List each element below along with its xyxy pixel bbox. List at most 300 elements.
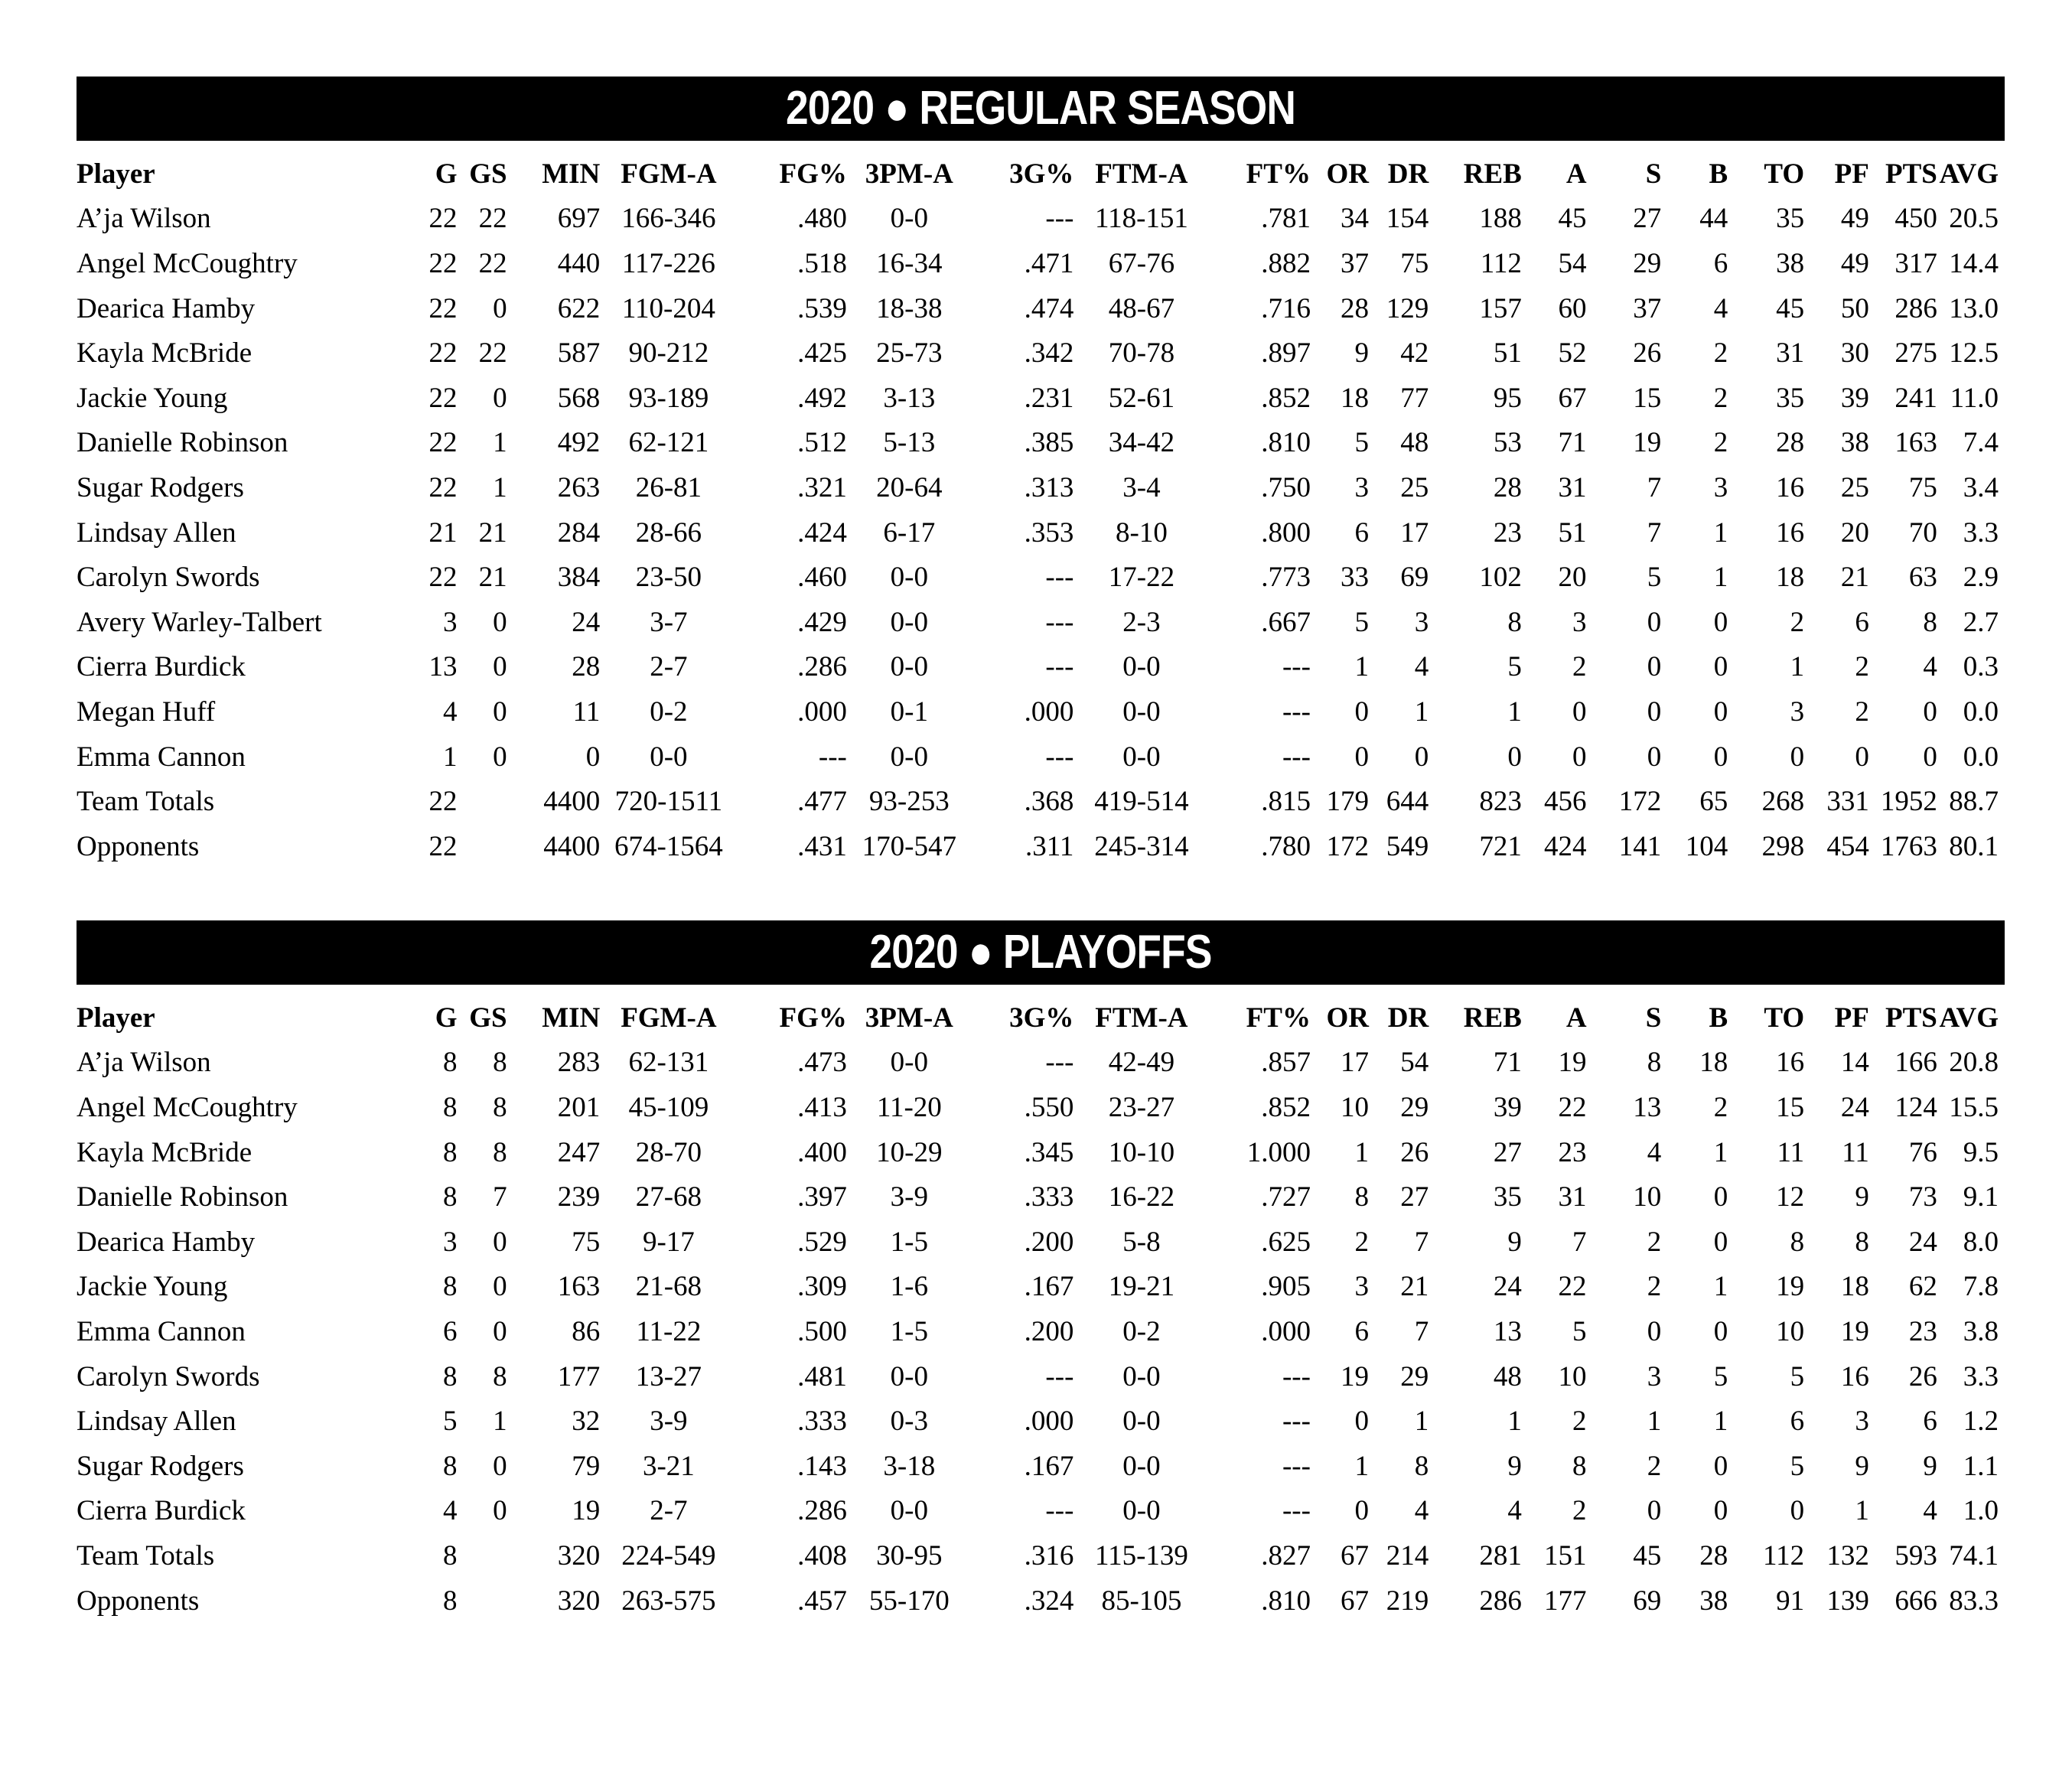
stat-cell: .413 [797,1091,847,1123]
stat-cell: 4 [1923,651,1937,683]
stat-cell: 1 [1790,651,1805,683]
stat-cell: .512 [797,427,847,459]
stat-cell: .625 [1261,1226,1311,1258]
stat-cell: 241 [1894,382,1937,414]
stat-cell: 284 [557,516,601,549]
stat-cell: 139 [1826,1585,1869,1617]
stat-cell: 15 [1633,382,1662,414]
stat-cell: .518 [797,247,847,279]
stat-cell: 11.0 [1950,382,1999,414]
stat-cell: 45 [1558,203,1587,235]
player-name-cell: Opponents [77,830,200,862]
stat-cell: 3 [1855,1406,1869,1438]
stat-cell: .550 [1024,1091,1074,1123]
stat-cell: 177 [1544,1585,1587,1617]
stat-cell: .408 [797,1539,847,1572]
stat-cell: 9 [1507,1450,1522,1482]
stat-cell: 75 [1908,471,1937,503]
column-header: A [1565,1002,1587,1034]
stat-cell: 3.8 [1963,1315,1999,1347]
stat-cell: 75 [572,1226,601,1258]
stat-cell: 23-27 [1108,1091,1175,1123]
column-header: MIN [542,1002,601,1034]
stat-cell: 440 [557,247,601,279]
stat-cell: 77 [1400,382,1429,414]
stat-cell: 2 [1354,1226,1369,1258]
stat-cell: 384 [557,562,601,594]
stat-cell: 54 [1558,247,1587,279]
stat-cell [457,1578,507,1624]
table-row [77,645,2005,690]
column-header: GS [469,1002,507,1034]
stat-cell: 70-78 [1108,337,1175,370]
stat-cell: 3-18 [883,1450,936,1482]
stat-cell: 283 [557,1047,601,1079]
stat-cell: 644 [1386,786,1429,818]
stat-cell: 24 [1908,1226,1937,1258]
stat-cell: 48 [1400,427,1429,459]
stat-cell: 166 [1894,1047,1937,1079]
column-header: 3PM-A [865,158,953,190]
stat-cell: 85-105 [1101,1585,1182,1617]
stat-cell: 8 [493,1091,507,1123]
stat-cell: 124 [1894,1091,1937,1123]
stat-cell: --- [1045,606,1074,638]
stat-cell: 0-0 [890,651,928,683]
stat-cell: 15.5 [1949,1091,1999,1123]
stat-cell: 456 [1544,786,1587,818]
column-header: 3G% [1009,158,1074,190]
stat-cell: 263-575 [621,1585,716,1617]
table-row [77,286,2005,331]
column-header: PTS [1885,158,1937,190]
stat-cell: 7 [1647,471,1662,503]
stat-cell: 118-151 [1094,203,1188,235]
stat-cell: 0 [1713,695,1728,728]
stat-cell: 0 [1647,1315,1662,1347]
stat-cell: 18-38 [876,292,943,324]
stat-cell: 666 [1894,1585,1937,1617]
stat-cell: 1 [442,741,458,773]
stat-cell: 1-6 [890,1271,928,1303]
stat-cell: 8 [1354,1181,1369,1213]
stat-cell: 10 [1633,1181,1662,1213]
column-header: REB [1463,1002,1522,1034]
stat-cell: 331 [1826,786,1869,818]
stat-cell: 1 [1414,1406,1429,1438]
stat-cell: 823 [1479,786,1522,818]
stat-cell: 22 [428,471,458,503]
stat-cell: .474 [1024,292,1074,324]
stat-cell: 23-50 [635,562,702,594]
column-header: OR [1326,1002,1369,1034]
stat-cell: 19 [572,1495,601,1527]
stat-cell: 166-346 [621,203,716,235]
stat-cell: 25 [1840,471,1869,503]
stat-cell: 6 [1855,606,1869,638]
stat-cell: .750 [1261,471,1311,503]
stat-cell: 4 [1507,1495,1522,1527]
stat-cell: 54 [1400,1047,1429,1079]
column-header: 3PM-A [865,1002,953,1034]
stat-cell: 3 [1713,471,1728,503]
stat-cell: .667 [1261,606,1311,638]
stat-cell: 8 [442,1539,458,1572]
stat-cell: .000 [1261,1315,1311,1347]
column-header: S [1645,158,1662,190]
stat-cell: 0 [1790,1495,1805,1527]
stat-cell: .143 [797,1450,847,1482]
stat-cell: 8 [1507,606,1522,638]
stat-cell: 39 [1493,1091,1522,1123]
stat-cell: 8 [442,1091,458,1123]
stat-cell: --- [1045,1360,1074,1392]
stat-cell: 24 [1493,1271,1522,1303]
stat-cell: 1 [1713,1271,1728,1303]
stat-cell: 35 [1493,1181,1522,1213]
stat-cell: 29 [1400,1091,1429,1123]
stat-cell: 0 [493,606,507,638]
stat-cell: .345 [1024,1136,1074,1168]
stat-cell: .471 [1024,247,1074,279]
stat-cell: 1 [493,471,507,503]
stat-cell: 0-0 [1122,1450,1161,1482]
stat-cell: 8 [1414,1450,1429,1482]
stat-cell: 170-547 [862,830,956,862]
stat-cell: 0 [1713,1450,1728,1482]
column-header: Player [77,1002,155,1034]
stat-cell: 0 [493,741,507,773]
stat-cell: 2 [1572,1495,1587,1527]
stat-cell: 22 [1558,1271,1587,1303]
stat-cell: .397 [797,1181,847,1213]
stat-cell: 22 [428,203,458,235]
stat-cell: 4 [1414,1495,1429,1527]
stat-cell: 8 [442,1360,458,1392]
stat-cell: --- [1045,1047,1074,1079]
stat-cell: 10 [1558,1360,1587,1392]
column-header: B [1709,1002,1728,1034]
stat-cell: .368 [1024,786,1074,818]
stat-cell: 5-13 [883,427,936,459]
stat-cell: 298 [1761,830,1805,862]
stat-cell: 38 [1699,1585,1728,1617]
table-row [77,376,2005,421]
stat-cell: 19 [1558,1047,1587,1079]
stat-cell: --- [1282,741,1311,773]
stat-cell: 115-139 [1094,1539,1188,1572]
stat-cell: 34 [1340,203,1369,235]
column-header: FGM-A [621,158,717,190]
stat-cell: 3.3 [1963,1360,1999,1392]
stat-cell: .000 [1024,1406,1074,1438]
stat-cell: 7 [493,1181,507,1213]
stat-cell: 10-10 [1108,1136,1175,1168]
column-header: FT% [1246,1002,1311,1034]
stat-cell: .500 [797,1315,847,1347]
stat-cell: 7 [1414,1315,1429,1347]
stat-cell: 0 [1354,695,1369,728]
stat-cell: 419-514 [1094,786,1189,818]
stat-cell: 0 [1923,741,1937,773]
stat-cell: 1-5 [890,1315,928,1347]
stat-cell: 0-0 [1122,651,1161,683]
stat-cell: 0.3 [1963,651,1999,683]
stat-cell: 69 [1633,1585,1662,1617]
stat-cell: .000 [797,695,847,728]
stat-cell: 7 [1647,516,1662,549]
table-row [77,1265,2005,1310]
table-row [77,421,2005,466]
stat-cell: 4400 [543,786,601,818]
stat-cell: .286 [797,1495,847,1527]
stat-cell: 317 [1894,247,1937,279]
stat-cell: 28-70 [635,1136,702,1168]
stat-cell: 80.1 [1949,830,1999,862]
stat-cell: 8 [493,1136,507,1168]
stat-cell: 3.3 [1963,516,1999,549]
stat-cell: 62-131 [628,1047,709,1079]
stat-cell: .431 [797,830,847,862]
stat-cell: 1 [1414,695,1429,728]
stat-cell: 21-68 [635,1271,702,1303]
stat-cell: .457 [797,1585,847,1617]
stat-cell: .897 [1261,337,1311,370]
stat-cell: 45 [1633,1539,1662,1572]
stat-cell: 0-0 [890,562,928,594]
stat-cell: .773 [1261,562,1311,594]
stat-cell: 22 [428,247,458,279]
stat-cell: 62-121 [628,427,709,459]
stat-cell: 1 [1855,1495,1869,1527]
stat-cell: 14.4 [1949,247,1999,279]
stat-cell: 5 [1572,1315,1587,1347]
stat-cell: 13 [428,651,458,683]
stat-cell: 0 [493,651,507,683]
stat-cell: 16 [1776,1047,1805,1079]
stat-cell: 3-13 [883,382,936,414]
stat-cell: 2 [1855,651,1869,683]
stat-cell: 67-76 [1108,247,1175,279]
stat-cell: 22 [478,337,507,370]
stat-cell: 1952 [1880,786,1937,818]
stat-cell: .781 [1261,203,1311,235]
stat-cell: 1 [1354,651,1369,683]
stat-cell: 6-17 [883,516,936,549]
stat-cell: .342 [1024,337,1074,370]
stat-cell: 14 [1840,1047,1869,1079]
stat-cell: 275 [1894,337,1937,370]
stat-cell: 454 [1826,830,1869,862]
stat-cell: 76 [1908,1136,1937,1168]
stat-cell: 0-1 [890,695,928,728]
column-header: AVG [1939,158,1999,190]
stat-cell: 0-3 [890,1406,928,1438]
stat-cell: 1 [1354,1136,1369,1168]
stat-cell: 19 [1776,1271,1805,1303]
stat-cell: 24 [1840,1091,1869,1123]
header-row [77,151,2005,197]
stat-cell: 42-49 [1108,1047,1175,1079]
table-row [77,1489,2005,1534]
stat-cell: .313 [1024,471,1074,503]
stat-cell: 49 [1840,203,1869,235]
stat-cell: 95 [1493,382,1522,414]
column-header: REB [1463,158,1522,190]
player-name-cell: Avery Warley-Talbert [77,606,322,638]
stat-cell: .852 [1261,1091,1311,1123]
stat-cell: 9 [1855,1450,1869,1482]
table-row [77,1220,2005,1265]
stat-cell: 320 [557,1585,601,1617]
stat-cell: 16 [1776,516,1805,549]
stat-cell: --- [818,741,847,773]
stat-cell: 27 [1400,1181,1429,1213]
stat-cell: 0 [1414,741,1429,773]
stat-cell: 0 [493,1315,507,1347]
stat-cell: 21 [428,516,458,549]
stat-cell: 3-21 [642,1450,695,1482]
stat-cell: 1 [1713,516,1728,549]
player-name-cell: Team Totals [77,1539,215,1572]
stat-cell: 83.3 [1949,1585,1999,1617]
stat-cell: .200 [1024,1315,1074,1347]
stat-cell: 268 [1761,786,1805,818]
stat-cell: 163 [1894,427,1937,459]
stat-cell: .882 [1261,247,1311,279]
stat-cell: 6 [1354,1315,1369,1347]
stat-cell: 0 [1647,1495,1662,1527]
column-header: 3G% [1009,1002,1074,1034]
stat-cell: 2 [1790,606,1805,638]
stat-cell: 22 [428,786,458,818]
stat-cell: 45 [1776,292,1805,324]
stat-cell: 17 [1340,1047,1369,1079]
player-name-cell: Angel McCoughtry [77,1091,298,1123]
stat-cell: 60 [1558,292,1587,324]
stat-cell: .429 [797,606,847,638]
stat-cell: 26 [1400,1136,1429,1168]
stat-cell: 5 [442,1406,458,1438]
stat-cell: 2-7 [650,1495,688,1527]
stat-cell: 179 [1326,786,1369,818]
stat-cell: 63 [1908,562,1937,594]
stat-cell: 5 [1713,1360,1728,1392]
stat-cell: 112 [1762,1539,1805,1572]
player-name-cell: Emma Cannon [77,741,246,773]
stat-cell: 9 [1507,1226,1522,1258]
stat-cell: 7.8 [1963,1271,1999,1303]
stat-cell: 4 [1923,1495,1937,1527]
stat-cell: 8 [442,1450,458,1482]
table-row [77,465,2005,510]
stat-cell: 16-22 [1108,1181,1175,1213]
stat-cell: 1.2 [1963,1406,1999,1438]
stat-cell: 2.7 [1963,606,1999,638]
stat-cell: 67 [1558,382,1587,414]
table-row [77,241,2005,286]
stat-cell: 17-22 [1108,562,1175,594]
stat-cell: .424 [797,516,847,549]
stat-cell: 3 [1414,606,1429,638]
stat-cell: .480 [797,203,847,235]
stat-cell: 3.4 [1963,471,1999,503]
stat-cell: 0-0 [890,1495,928,1527]
stat-cell: 2 [1572,651,1587,683]
stat-cell: 52-61 [1108,382,1175,414]
column-header: OR [1326,158,1369,190]
column-header: FTM-A [1095,1002,1188,1034]
stat-cell: .167 [1024,1271,1074,1303]
stat-cell: 30-95 [876,1539,943,1572]
player-name-cell: Kayla McBride [77,337,252,370]
stat-cell: 201 [557,1091,601,1123]
stat-cell: 5-8 [1122,1226,1161,1258]
stat-cell: 22 [428,337,458,370]
table-row [77,1444,2005,1489]
stat-cell: 0-0 [1122,741,1161,773]
stat-cell: 0 [1354,741,1369,773]
stat-cell: .286 [797,651,847,683]
stat-cell [457,1533,507,1578]
stat-cell: 22 [428,292,458,324]
stat-cell: 1-5 [890,1226,928,1258]
stat-cell: 224-549 [621,1539,716,1572]
stat-cell: 15 [1776,1091,1805,1123]
stat-cell: 19 [1633,427,1662,459]
stat-cell: 32 [572,1406,601,1438]
stat-cell: 71 [1493,1047,1522,1079]
stat-cell: 0-0 [1122,1406,1161,1438]
stat-cell: --- [1282,1450,1311,1482]
stat-cell: 48-67 [1108,292,1175,324]
stat-cell: .167 [1024,1450,1074,1482]
stat-cell: 0 [1647,651,1662,683]
stat-cell: 172 [1326,830,1369,862]
stat-cell: 33 [1340,562,1369,594]
stat-cell: .529 [797,1226,847,1258]
stat-cell: 3-9 [650,1406,688,1438]
stat-cell: .780 [1261,830,1311,862]
table-row [77,1533,2005,1578]
stat-cell: 6 [1713,247,1728,279]
stat-cell: 31 [1558,1181,1587,1213]
stat-cell: 4 [1713,292,1728,324]
stat-cell: 69 [1400,562,1429,594]
stat-cell: 22 [428,427,458,459]
stat-cell: .800 [1261,516,1311,549]
stat-cell: 19-21 [1108,1271,1175,1303]
stat-cell: 9-17 [642,1226,695,1258]
stat-cell: 31 [1776,337,1805,370]
table-row [77,1085,2005,1130]
stat-cell: 239 [557,1181,601,1213]
stat-cell: .333 [1024,1181,1074,1213]
stat-cell [457,779,507,824]
stat-cell: 93-253 [868,786,950,818]
stat-cell: 5 [1790,1360,1805,1392]
stat-cell: 5 [1790,1450,1805,1482]
stat-cell: 23 [1493,516,1522,549]
stat-cell: 0-0 [650,741,688,773]
stat-cell: 214 [1386,1539,1429,1572]
stat-cell: 697 [557,203,601,235]
stat-cell: 110-204 [621,292,715,324]
stat-cell: .473 [797,1047,847,1079]
stat-cell: 1 [1647,1406,1662,1438]
stat-cell: 0 [585,741,601,773]
stat-cell: 4 [442,1495,458,1527]
